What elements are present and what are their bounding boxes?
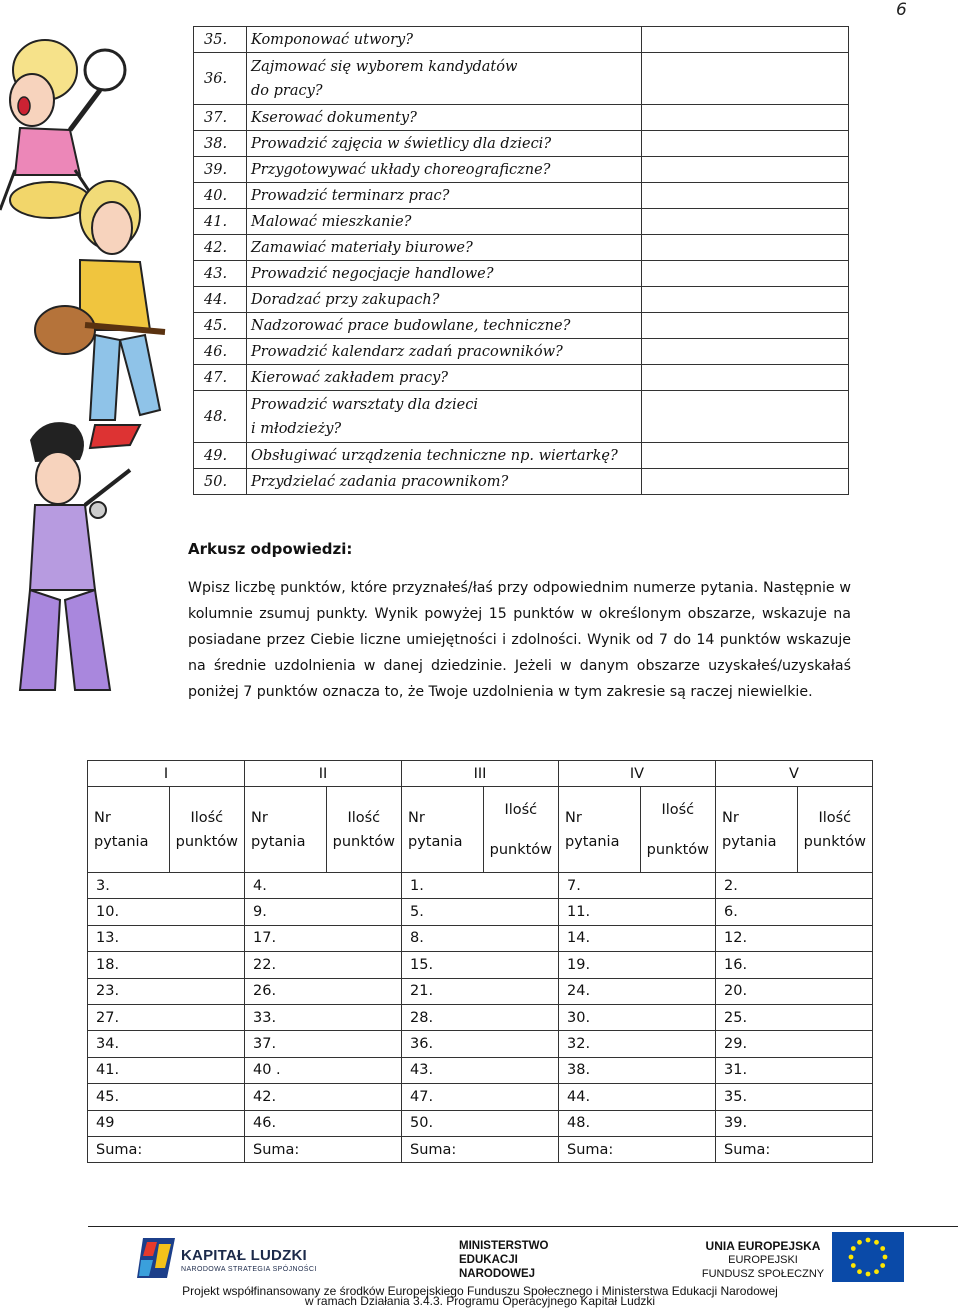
question-ref: 18. xyxy=(88,952,245,978)
answer-cell[interactable] xyxy=(642,235,849,261)
question-text xyxy=(247,469,642,495)
header-line: Ilość xyxy=(347,809,381,826)
nr-pytania-header xyxy=(402,787,484,873)
column-header-row xyxy=(88,787,873,873)
answer-row xyxy=(88,1057,873,1083)
question-text-line: Przydzielać zadania pracownikom? xyxy=(251,473,509,490)
header-line: punktów xyxy=(489,841,553,858)
answer-cell[interactable] xyxy=(642,365,849,391)
question-text xyxy=(247,261,642,287)
question-text-line: do pracy? xyxy=(251,82,323,99)
group-header: III xyxy=(402,761,559,787)
question-text xyxy=(247,131,642,157)
answer-cell[interactable] xyxy=(642,27,849,53)
footer-note-2: w ramach Działania 3.4.3. Programu Operacyjnego Kapitał Ludzki xyxy=(304,1294,656,1308)
nr-pytania-header xyxy=(559,787,641,873)
ilosc-punktow-header xyxy=(640,787,715,873)
question-number: 36. xyxy=(194,53,247,105)
question-number: 38. xyxy=(194,131,247,157)
ilosc-punktow-header xyxy=(483,787,558,873)
question-row xyxy=(194,157,849,183)
group-header: V xyxy=(716,761,873,787)
question-row xyxy=(194,235,849,261)
question-row xyxy=(194,261,849,287)
answer-cell[interactable] xyxy=(642,261,849,287)
question-text-line: Malować mieszkanie? xyxy=(251,213,412,230)
question-ref: 49 xyxy=(88,1110,245,1136)
question-number: 49. xyxy=(194,443,247,469)
question-row xyxy=(194,443,849,469)
ministry-line: EDUKACJI xyxy=(459,1254,518,1266)
question-ref: 20. xyxy=(716,978,873,1004)
sum-cell[interactable]: Suma: xyxy=(88,1136,245,1162)
question-number: 47. xyxy=(194,365,247,391)
question-ref: 43. xyxy=(402,1057,559,1083)
question-ref: 45. xyxy=(88,1084,245,1110)
guitarist-figure xyxy=(35,181,165,448)
sum-cell[interactable]: Suma: xyxy=(402,1136,559,1162)
answer-cell[interactable] xyxy=(642,53,849,105)
question-text xyxy=(247,53,642,105)
question-number: 39. xyxy=(194,157,247,183)
header-line: punktów xyxy=(175,833,239,850)
question-ref: 39. xyxy=(716,1110,873,1136)
question-ref: 8. xyxy=(402,925,559,951)
eu-star-icon xyxy=(849,1255,854,1260)
ilosc-punktow-header xyxy=(326,787,401,873)
question-row xyxy=(194,365,849,391)
question-text xyxy=(247,157,642,183)
header-line: Nr xyxy=(408,809,425,826)
eu-label xyxy=(698,1239,828,1281)
header-line: Ilość xyxy=(504,801,538,818)
question-ref: 16. xyxy=(716,952,873,978)
question-text xyxy=(247,339,642,365)
question-ref: 5. xyxy=(402,899,559,925)
group-header: II xyxy=(245,761,402,787)
question-ref: 31. xyxy=(716,1057,873,1083)
question-ref: 36. xyxy=(402,1031,559,1057)
header-line: Ilość xyxy=(190,809,224,826)
question-number: 37. xyxy=(194,105,247,131)
header-line: pytania xyxy=(94,833,149,850)
question-number: 46. xyxy=(194,339,247,365)
question-number: 42. xyxy=(194,235,247,261)
sum-cell[interactable]: Suma: xyxy=(245,1136,402,1162)
sum-cell[interactable]: Suma: xyxy=(559,1136,716,1162)
question-ref: 6. xyxy=(716,899,873,925)
kapital-ludzki-subtitle: NARODOWA STRATEGIA SPÓJNOŚCI xyxy=(181,1266,317,1273)
question-ref: 24. xyxy=(559,978,716,1004)
question-text-line: Kserować dokumenty? xyxy=(251,109,417,126)
answer-sheet-heading: Arkusz odpowiedzi: xyxy=(188,540,353,558)
question-text xyxy=(247,235,642,261)
answer-cell[interactable] xyxy=(642,157,849,183)
question-row xyxy=(194,339,849,365)
question-ref: 14. xyxy=(559,925,716,951)
answer-cell[interactable] xyxy=(642,391,849,443)
question-ref: 40 . xyxy=(245,1057,402,1083)
header-line: punktów xyxy=(803,833,867,850)
question-text-line: Doradzać przy zakupach? xyxy=(251,291,440,308)
header-line: punktów xyxy=(332,833,396,850)
question-row xyxy=(194,105,849,131)
instructions-paragraph: Wpisz liczbę punktów, które przyznałeś/łaś przy odpowiednim numerze pytania. Następnie w kolumnie zsumuj punkty. Wynik powyżej 15 punktów w określonym obszarze, wskazuje na posiadane przez Ciebie liczne umiejętności i zdolności. Wynik od 7 do 14 punktów wskazuje na średnie uzdolnienia w danej dziedzinie. Jeżeli w danym obszarze uzyskałeś/uzyskałaś poniżej 7 punktów oznacza to, że Twoje uzdolnienia w tym zakresie są raczej niewielkie. xyxy=(188,580,851,700)
kapital-ludzki-title: KAPITAŁ LUDZKI xyxy=(181,1247,307,1264)
footer-note-1: Projekt współfinansowany ze środków Europejskiego Funduszu Społecznego i Ministerstwa Edukacji Narodowej xyxy=(182,1284,778,1298)
question-text xyxy=(247,313,642,339)
question-text xyxy=(247,365,642,391)
question-text-line: Obsługiwać urządzenia techniczne np. wiertarkę? xyxy=(251,447,618,464)
questions-table xyxy=(193,26,849,495)
question-text xyxy=(247,27,642,53)
question-row xyxy=(194,183,849,209)
eu-line: UNIA EUROPEJSKA xyxy=(705,1239,821,1253)
eu-star-icon xyxy=(866,1272,871,1277)
header-line: Ilość xyxy=(818,809,852,826)
answer-cell[interactable] xyxy=(642,209,849,235)
question-ref: 35. xyxy=(716,1084,873,1110)
question-number: 48. xyxy=(194,391,247,443)
question-ref: 3. xyxy=(88,873,245,899)
nr-pytania-header xyxy=(88,787,170,873)
eu-star-icon xyxy=(883,1255,888,1260)
group-header-row xyxy=(88,761,873,787)
ilosc-punktow-header xyxy=(797,787,872,873)
ministry-line: NARODOWEJ xyxy=(459,1268,536,1280)
question-text xyxy=(247,105,642,131)
footer-divider xyxy=(88,1226,958,1227)
eu-star-icon xyxy=(874,1240,879,1245)
ilosc-punktow-header xyxy=(169,787,244,873)
question-row xyxy=(194,287,849,313)
question-ref: 4. xyxy=(245,873,402,899)
question-text-line: Prowadzić terminarz prac? xyxy=(251,187,450,204)
header-line: Nr xyxy=(94,809,111,826)
nr-pytania-header xyxy=(245,787,327,873)
page-number: 6 xyxy=(896,0,907,20)
question-text-line: Prowadzić negocjacje handlowe? xyxy=(251,265,494,282)
question-ref: 41. xyxy=(88,1057,245,1083)
question-number: 50. xyxy=(194,469,247,495)
eu-star-icon xyxy=(851,1263,856,1268)
question-ref: 44. xyxy=(559,1084,716,1110)
answer-sheet-table xyxy=(87,760,873,1163)
question-text xyxy=(247,209,642,235)
question-row xyxy=(194,209,849,235)
question-number: 41. xyxy=(194,209,247,235)
question-ref: 28. xyxy=(402,1004,559,1030)
sum-cell[interactable]: Suma: xyxy=(716,1136,873,1162)
eu-star-icon xyxy=(851,1246,856,1251)
answer-cell[interactable] xyxy=(642,131,849,157)
eu-star-icon xyxy=(880,1263,885,1268)
question-ref: 19. xyxy=(559,952,716,978)
header-line: Nr xyxy=(565,809,582,826)
question-text-line: Komponować utwory? xyxy=(251,31,413,48)
header-line: Nr xyxy=(251,809,268,826)
question-row xyxy=(194,53,849,105)
question-row xyxy=(194,391,849,443)
question-text-line: Prowadzić zajęcia w świetlicy dla dzieci? xyxy=(251,135,552,152)
question-ref: 25. xyxy=(716,1004,873,1030)
question-text xyxy=(247,287,642,313)
question-ref: 42. xyxy=(245,1084,402,1110)
question-text-line: Przygotowywać układy choreograficzne? xyxy=(251,161,551,178)
question-text-line: Prowadzić kalendarz zadań pracowników? xyxy=(251,343,563,360)
question-text-line: Kierować zakładem pracy? xyxy=(251,369,449,386)
question-ref: 22. xyxy=(245,952,402,978)
question-ref: 34. xyxy=(88,1031,245,1057)
question-row xyxy=(194,27,849,53)
answer-row xyxy=(88,925,873,951)
question-text-line: Prowadzić warsztaty dla dzieci xyxy=(251,396,479,413)
eu-line: EUROPEJSKI xyxy=(728,1254,798,1266)
question-ref: 29. xyxy=(716,1031,873,1057)
answer-row xyxy=(88,1084,873,1110)
answer-row xyxy=(88,1004,873,1030)
group-header: IV xyxy=(559,761,716,787)
question-ref: 50. xyxy=(402,1110,559,1136)
question-text xyxy=(247,443,642,469)
question-ref: 2. xyxy=(716,873,873,899)
answer-cell[interactable] xyxy=(642,183,849,209)
answer-row xyxy=(88,978,873,1004)
answer-cell[interactable] xyxy=(642,443,849,469)
question-ref: 48. xyxy=(559,1110,716,1136)
answer-row xyxy=(88,1110,873,1136)
header-line: pytania xyxy=(251,833,306,850)
header-line: punktów xyxy=(646,841,710,858)
eu-flag-icon xyxy=(832,1232,904,1282)
answer-row xyxy=(88,873,873,899)
answer-row xyxy=(88,952,873,978)
question-number: 44. xyxy=(194,287,247,313)
singer-figure xyxy=(20,422,130,690)
question-ref: 1. xyxy=(402,873,559,899)
question-text xyxy=(247,183,642,209)
question-row xyxy=(194,131,849,157)
eu-star-icon xyxy=(866,1238,871,1243)
question-text-line: Nadzorować prace budowlane, techniczne? xyxy=(251,317,571,334)
question-ref: 10. xyxy=(88,899,245,925)
question-text xyxy=(247,391,642,443)
question-ref: 32. xyxy=(559,1031,716,1057)
musicians-illustration xyxy=(0,0,180,700)
question-ref: 26. xyxy=(245,978,402,1004)
header-line: pytania xyxy=(722,833,777,850)
answer-cell[interactable] xyxy=(642,339,849,365)
answer-row xyxy=(88,899,873,925)
question-ref: 46. xyxy=(245,1110,402,1136)
header-line: pytania xyxy=(408,833,463,850)
header-line: pytania xyxy=(565,833,620,850)
header-line: Nr xyxy=(722,809,739,826)
question-text-line: Zamawiać materiały biurowe? xyxy=(251,239,473,256)
question-ref: 9. xyxy=(245,899,402,925)
answer-cell[interactable] xyxy=(642,469,849,495)
question-ref: 30. xyxy=(559,1004,716,1030)
question-number: 45. xyxy=(194,313,247,339)
question-text-line: Zajmować się wyborem kandydatów xyxy=(251,58,518,75)
question-number: 40. xyxy=(194,183,247,209)
question-ref: 13. xyxy=(88,925,245,951)
question-ref: 15. xyxy=(402,952,559,978)
group-header: I xyxy=(88,761,245,787)
question-ref: 47. xyxy=(402,1084,559,1110)
question-ref: 12. xyxy=(716,925,873,951)
answer-row xyxy=(88,1031,873,1057)
eu-star-icon xyxy=(857,1240,862,1245)
ministry-label xyxy=(459,1239,548,1281)
question-ref: 11. xyxy=(559,899,716,925)
question-ref: 38. xyxy=(559,1057,716,1083)
sum-row xyxy=(88,1136,873,1162)
eu-star-icon xyxy=(880,1246,885,1251)
question-ref: 27. xyxy=(88,1004,245,1030)
question-number: 35. xyxy=(194,27,247,53)
question-ref: 21. xyxy=(402,978,559,1004)
question-ref: 37. xyxy=(245,1031,402,1057)
answer-cell[interactable] xyxy=(642,105,849,131)
question-row xyxy=(194,469,849,495)
eu-star-icon xyxy=(874,1269,879,1274)
question-row xyxy=(194,313,849,339)
question-ref: 7. xyxy=(559,873,716,899)
ministry-line: MINISTERSTWO xyxy=(459,1240,549,1252)
eu-star-icon xyxy=(857,1269,862,1274)
question-ref: 33. xyxy=(245,1004,402,1030)
question-ref: 23. xyxy=(88,978,245,1004)
question-text-line: i młodzieży? xyxy=(251,420,342,437)
answer-cell[interactable] xyxy=(642,287,849,313)
question-ref: 17. xyxy=(245,925,402,951)
eu-line: FUNDUSZ SPOŁECZNY xyxy=(701,1268,825,1280)
answer-cell[interactable] xyxy=(642,313,849,339)
header-line: Ilość xyxy=(661,801,695,818)
nr-pytania-header xyxy=(716,787,798,873)
question-number: 43. xyxy=(194,261,247,287)
